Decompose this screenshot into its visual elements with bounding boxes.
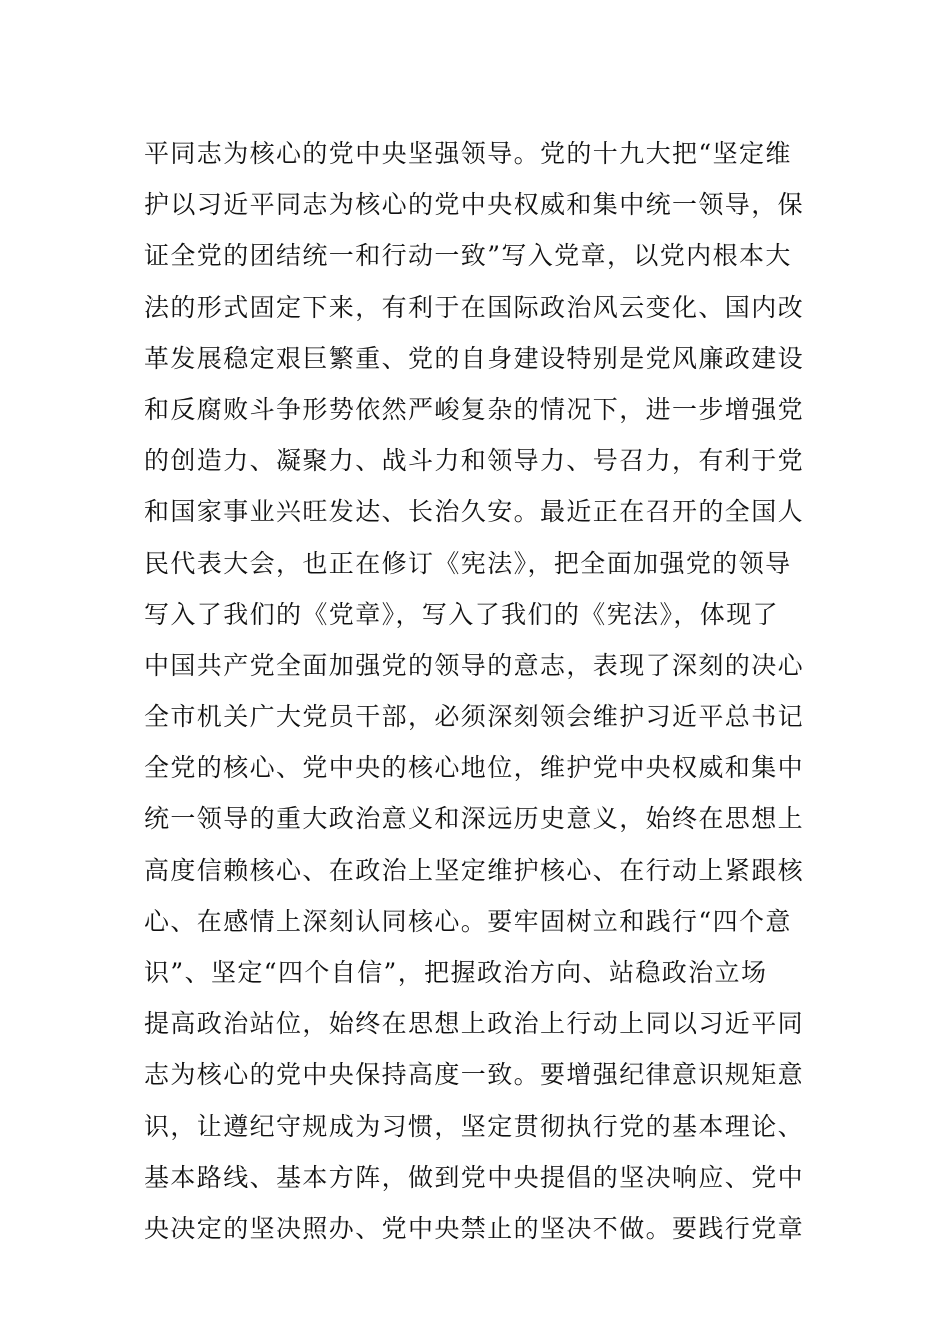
- text-line: 全党的核心、党中央的核心地位，维护党中央权威和集中: [144, 753, 805, 783]
- text-line: 识”、坚定“四个自信”，把握政治方向、站稳政治立场: [144, 958, 768, 987]
- text-line: 的创造力、凝聚力、战斗力和领导力、号召力，有利于党: [144, 446, 805, 476]
- text-line: 革发展稳定艰巨繁重、党的自身建设特别是党风廉政建设: [144, 343, 805, 373]
- text-line: 提高政治站位，始终在思想上政治上行动上同以习近平同: [144, 1009, 805, 1039]
- text-line: 志为核心的党中央保持高度一致。要增强纪律意识规矩意: [144, 1060, 805, 1090]
- text-line: 统一领导的重大政治意义和深远历史意义，始终在思想上: [144, 804, 805, 834]
- text-line: 平同志为核心的党中央坚强领导。党的十九大把“坚定维: [144, 139, 792, 168]
- text-line: 法的形式固定下来，有利于在国际政治风云变化、国内改: [144, 292, 805, 322]
- text-line: 和反腐败斗争形势依然严峻复杂的情况下，进一步增强党: [144, 394, 805, 424]
- text-line: 写入了我们的《党章》，写入了我们的《宪法》，体现了: [144, 599, 780, 629]
- text-line: 高度信赖核心、在政治上坚定维护核心、在行动上紧跟核: [144, 855, 805, 885]
- body-text: [144, 128, 814, 1254]
- text-line: 基本路线、基本方阵，做到党中央提倡的坚决响应、党中: [144, 1162, 805, 1192]
- text-line: 证全党的团结统一和行动一致”写入党章，以党内根本大: [144, 241, 792, 271]
- text-line: 民代表大会，也正在修订《宪法》，把全面加强党的领导: [144, 548, 792, 578]
- text-line: 央决定的坚决照办、党中央禁止的坚决不做。要践行党章: [144, 1213, 805, 1243]
- text-line: 识，让遵纪守规成为习惯，坚定贯彻执行党的基本理论、: [144, 1111, 805, 1141]
- text-line: 中国共产党全面加强党的领导的意志，表现了深刻的决心: [144, 650, 805, 680]
- text-line: 心、在感情上深刻认同核心。要牢固树立和践行“四个意: [144, 906, 792, 936]
- text-line: 护以习近平同志为核心的党中央权威和集中统一领导，保: [144, 190, 805, 220]
- text-line: 和国家事业兴旺发达、长治久安。最近正在召开的全国人: [144, 497, 805, 527]
- text-line: 全市机关广大党员干部，必须深刻领会维护习近平总书记: [144, 702, 805, 732]
